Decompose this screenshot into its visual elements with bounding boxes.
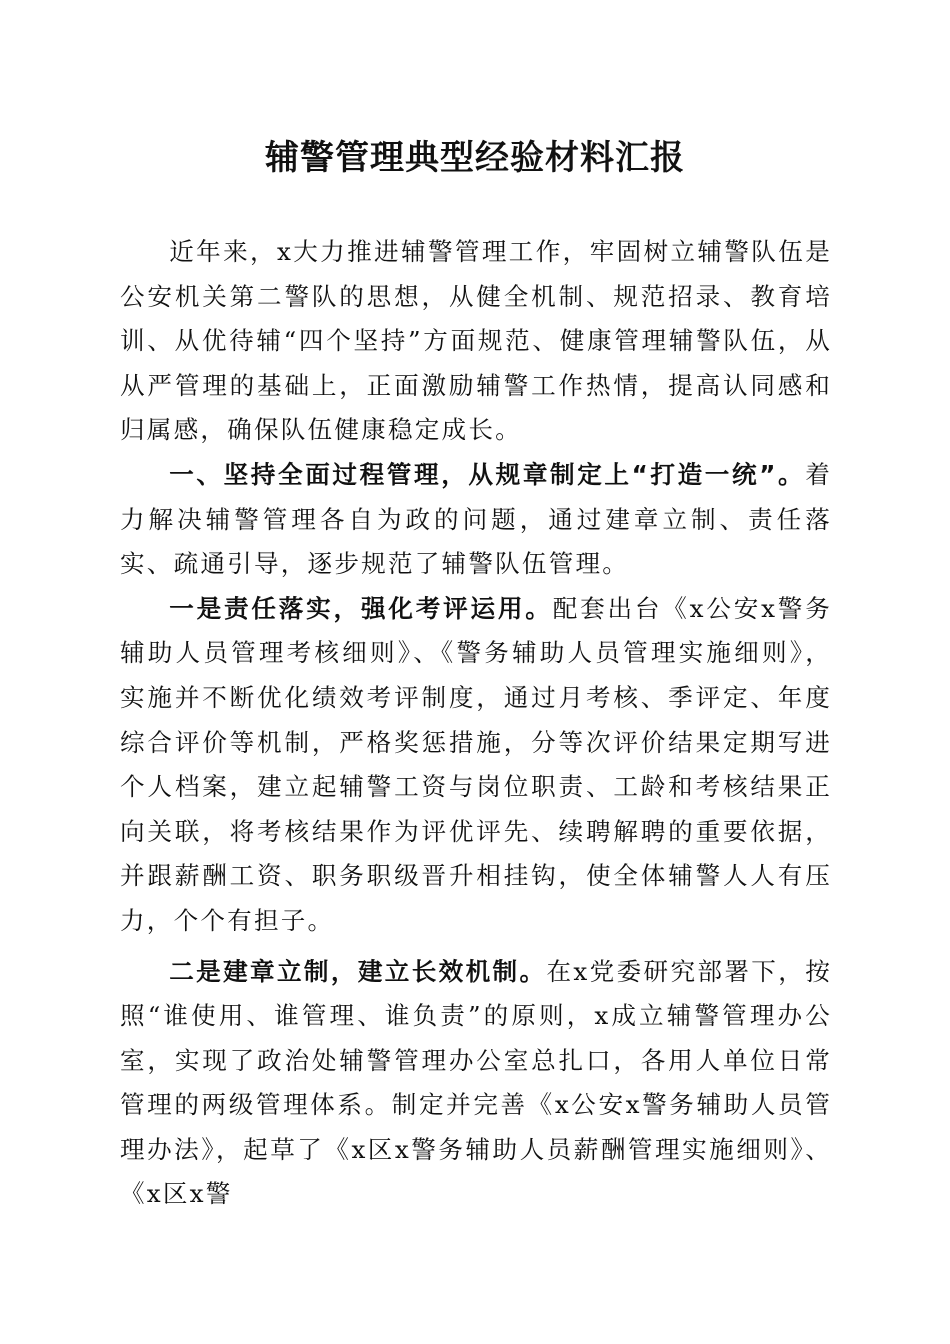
- item1-heading: 一是责任落实，强化考评运用。: [169, 593, 553, 623]
- item2-heading: 二是建章立制，建立长效机制。: [169, 956, 547, 986]
- item2-paragraph: [120, 950, 832, 1218]
- item1-paragraph: [120, 587, 832, 944]
- document-body: [120, 230, 832, 1217]
- item1-text: 配套出台《x公安x警务辅助人员管理考核细则》、《警务辅助人员管理实施细则》，实施并不断优化绩效考评制度，通过月考核、季评定、年度综合评价等机制，严格奖惩措施，分等次评价结果定期写进个人档案，建立起辅警工资与岗位职责、工龄和考核结果正向关联，将考核结果作为评优评先、续聘解聘的重要依据，并跟薪酬工资、职务职级晋升相挂钩，使全体辅警人人有压力，个个有担子。: [120, 593, 832, 935]
- section1-heading: 一、坚持全面过程管理，从规章制定上“打造一统”。: [169, 459, 806, 489]
- section1-text: 着力解决辅警管理各自为政的问题，通过建章立制、责任落实、疏通引导，逐步规范了辅警队伍管理。: [120, 459, 832, 579]
- intro-paragraph: 近年来，x大力推进辅警管理工作，牢固树立辅警队伍是公安机关第二警队的思想，从健全机制、规范招录、教育培训、从优待辅“四个坚持”方面规范、健康管理辅警队伍，从从严管理的基础上，正面激励辅警工作热情，提高认同感和归属感，确保队伍健康稳定成长。: [120, 237, 832, 445]
- document-title: 辅警管理典型经验材料汇报: [265, 138, 685, 178]
- section1-paragraph: [120, 453, 832, 587]
- item2-text: 在x党委研究部署下，按照“谁使用、谁管理、谁负责”的原则，x成立辅警管理办公室，实现了政治处辅警管理办公室总扎口，各用人单位日常管理的两级管理体系。制定并完善《x公安x警务辅助人员管理办法》，起草了《x区x警务辅助人员薪酬管理实施细则》、《x区x警: [120, 956, 832, 1209]
